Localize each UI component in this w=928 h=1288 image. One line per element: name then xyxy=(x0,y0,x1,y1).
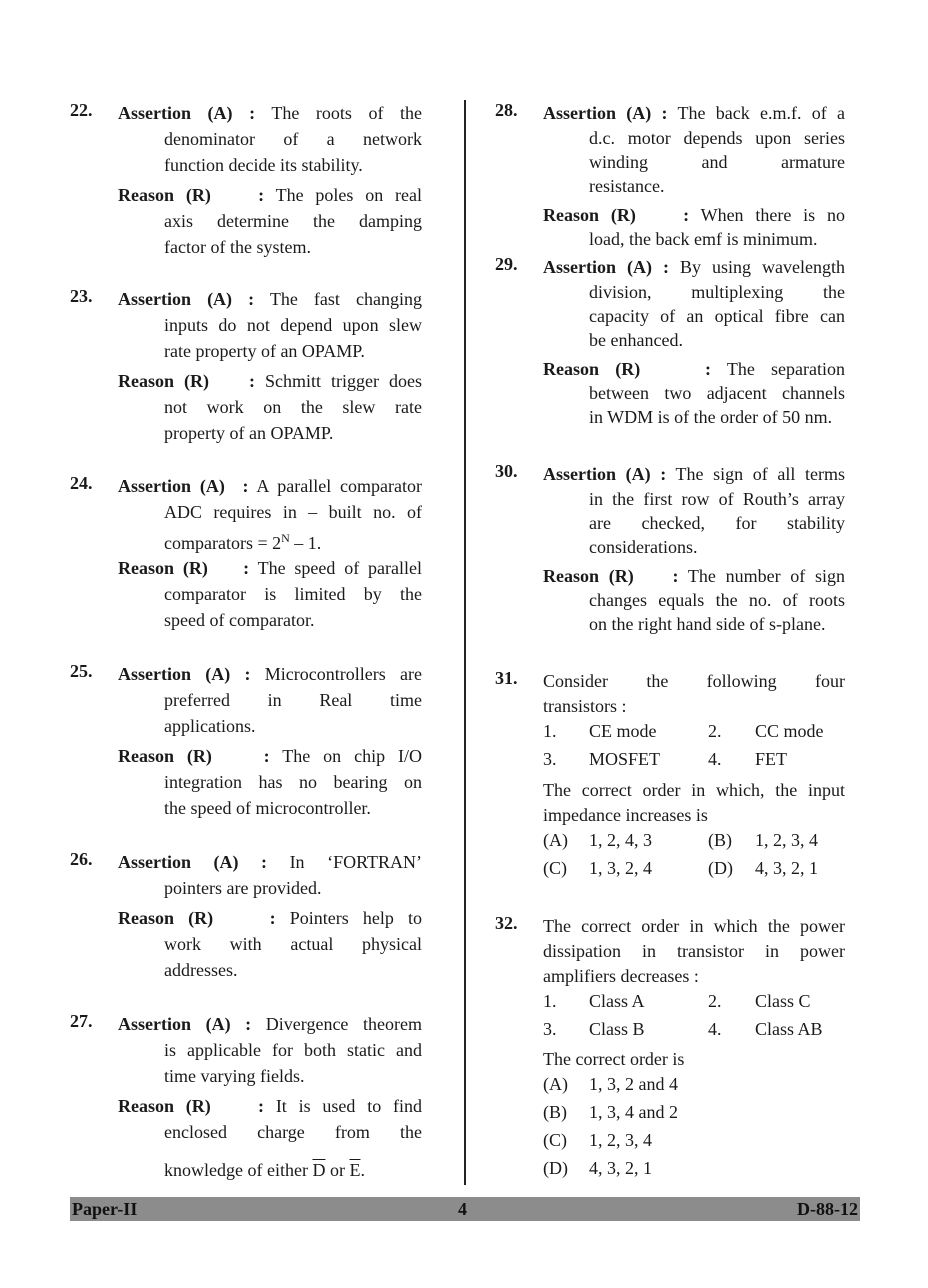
vector-d-symbol: $\overline{D}$ xyxy=(312,1160,326,1180)
reason-label: Reason (R) xyxy=(118,908,214,928)
assertion-line-4: considerations. xyxy=(589,537,698,557)
reason-line-2: enclosed charge from the xyxy=(164,1122,422,1142)
assertion-line-3 xyxy=(164,525,422,556)
assertion-line-1 xyxy=(543,100,845,126)
reason-text: . xyxy=(360,1160,365,1180)
item-text: FET xyxy=(755,749,788,769)
reason-line-2: load, the back emf is minimum. xyxy=(589,229,818,249)
reason-text: Schmitt trigger does xyxy=(265,371,423,391)
prompt-line-2: impedance increases is xyxy=(543,805,708,825)
assertion-line-1 xyxy=(118,849,422,875)
option-value: 1, 2, 3, 4 xyxy=(755,830,818,850)
footer-code: D-88-12 xyxy=(797,1199,858,1219)
option-key: (A) xyxy=(543,830,568,850)
item-number: 4. xyxy=(708,749,722,769)
question-number: 26. xyxy=(70,849,93,869)
item-text: Class B xyxy=(589,1019,645,1039)
reason-label: Reason (R) xyxy=(543,205,636,225)
reason-line-3: addresses. xyxy=(164,960,238,980)
stem-line-2: dissipation in transistor in power xyxy=(543,941,845,961)
item-number: 4. xyxy=(708,1019,722,1039)
question-number: 22. xyxy=(70,100,93,120)
assertion-text: By using wavelength xyxy=(680,257,846,277)
question-number: 32. xyxy=(495,913,518,933)
formula-tail: – 1. xyxy=(289,533,322,553)
reason-line-1 xyxy=(543,202,845,228)
option-value: 1, 3, 2, 4 xyxy=(589,858,652,878)
assertion-line-3: are checked, for stability xyxy=(589,513,845,533)
reason-line-2: between two adjacent channels xyxy=(589,383,845,403)
assertion-line-1 xyxy=(543,254,845,280)
reason-line-3: in WDM is of the order of 50 nm. xyxy=(589,407,833,427)
reason-text: The on chip I/O xyxy=(282,746,423,766)
reason-line-3: factor of the system. xyxy=(164,237,311,257)
assertion-line-3: capacity of an optical fibre can xyxy=(589,306,845,326)
item-text: MOSFET xyxy=(589,749,661,769)
item-text: Class A xyxy=(589,991,645,1011)
item-number: 1. xyxy=(543,991,557,1011)
item-text: Class AB xyxy=(755,1019,823,1039)
reason-text: or xyxy=(325,1160,350,1180)
assertion-line-1 xyxy=(118,100,422,126)
option-value: 1, 3, 2 and 4 xyxy=(589,1074,678,1094)
reason-line-3: the speed of microcontroller. xyxy=(164,798,371,818)
assertion-line-3: function decide its stability. xyxy=(164,155,363,175)
option-value: 1, 2, 3, 4 xyxy=(589,1130,652,1150)
footer-paper-label: Paper-II xyxy=(72,1199,138,1219)
assertion-line-1 xyxy=(118,1011,422,1037)
prompt-line-1: The correct order is xyxy=(543,1049,685,1069)
assertion-line-1 xyxy=(118,286,422,312)
assertion-line-1 xyxy=(118,661,422,687)
question-number: 23. xyxy=(70,286,93,306)
item-number: 2. xyxy=(708,721,722,741)
reason-line-3: on the right hand side of s-plane. xyxy=(589,614,826,634)
assertion-label: Assertion (A) : xyxy=(118,664,251,684)
reason-line-2: not work on the slew rate xyxy=(164,397,422,417)
question-number: 28. xyxy=(495,100,518,120)
assertion-line-1 xyxy=(118,473,422,499)
reason-label: Reason (R) xyxy=(543,359,641,379)
assertion-label: Assertion (A) : xyxy=(118,289,255,309)
formula-text: comparators = 2 xyxy=(164,533,282,553)
item-text: CE mode xyxy=(589,721,657,741)
reason-label: Reason (R) xyxy=(543,566,634,586)
assertion-line-2: d.c. motor depends upon series xyxy=(589,128,845,148)
option-value: 4, 3, 2, 1 xyxy=(755,858,818,878)
assertion-line-4: resistance. xyxy=(589,176,665,196)
reason-colon: : xyxy=(243,558,250,578)
reason-text: It is used to find xyxy=(275,1096,423,1116)
reason-label: Reason (R) xyxy=(118,1096,211,1116)
reason-colon: : xyxy=(704,359,711,379)
reason-line-2: comparator is limited by the xyxy=(164,584,422,604)
option-value: 1, 2, 4, 3 xyxy=(589,830,652,850)
assertion-text: Microcontrollers are xyxy=(264,664,423,684)
reason-colon: : xyxy=(269,908,276,928)
assertion-line-2: pointers are provided. xyxy=(164,878,322,898)
reason-line-1 xyxy=(543,356,845,382)
reason-line-2: axis determine the damping xyxy=(164,211,422,231)
reason-colon: : xyxy=(672,566,679,586)
item-number: 3. xyxy=(543,1019,557,1039)
question-number: 31. xyxy=(495,668,518,688)
item-text: Class C xyxy=(755,991,811,1011)
page-footer xyxy=(70,1197,860,1221)
reason-line-1 xyxy=(118,743,422,769)
column-divider xyxy=(464,100,466,1185)
reason-line-3 xyxy=(164,1157,422,1183)
reason-label: Reason (R) xyxy=(118,558,208,578)
page-number: 4 xyxy=(458,1199,467,1219)
assertion-label: Assertion (A) : xyxy=(118,103,256,123)
assertion-label: Assertion (A) xyxy=(118,476,225,496)
reason-text: The speed of parallel xyxy=(257,558,422,578)
reason-line-3: property of an OPAMP. xyxy=(164,423,334,443)
stem-line-2: transistors : xyxy=(543,696,627,716)
reason-colon: : xyxy=(683,205,690,225)
stem-line-1: Consider the following four xyxy=(543,671,845,691)
reason-text: Pointers help to xyxy=(289,908,422,928)
reason-line-2: work with actual physical xyxy=(164,934,422,954)
formula-exponent: N xyxy=(281,531,290,545)
assertion-line-2: ADC requires in – built no. of xyxy=(164,502,422,522)
reason-line-1 xyxy=(118,555,422,581)
reason-colon: : xyxy=(249,371,256,391)
assertion-label: Assertion (A) : xyxy=(543,464,667,484)
reason-line-1 xyxy=(118,182,422,208)
assertion-label: Assertion (A) : xyxy=(543,103,668,123)
reason-line-1 xyxy=(118,368,422,394)
item-text: CC mode xyxy=(755,721,824,741)
reason-text: The number of sign xyxy=(687,566,846,586)
option-key: (C) xyxy=(543,1130,567,1150)
vector-e-symbol: $\overline{E}$ xyxy=(349,1160,361,1180)
reason-text: knowledge of either xyxy=(164,1160,313,1180)
assertion-line-3: rate property of an OPAMP. xyxy=(164,341,365,361)
reason-line-1 xyxy=(118,905,422,931)
option-key: (C) xyxy=(543,858,567,878)
reason-label: Reason (R) xyxy=(118,371,209,391)
reason-line-3: speed of comparator. xyxy=(164,610,315,630)
assertion-line-2: division, multiplexing the xyxy=(589,282,845,302)
question-number: 27. xyxy=(70,1011,93,1031)
reason-line-1 xyxy=(118,1093,422,1119)
question-number: 24. xyxy=(70,473,93,493)
assertion-line-2: in the first row of Routh’s array xyxy=(589,489,845,509)
reason-label: Reason (R) xyxy=(118,746,212,766)
reason-colon: : xyxy=(258,1096,264,1116)
reason-line-1 xyxy=(543,563,845,589)
item-number: 3. xyxy=(543,749,557,769)
option-key: (B) xyxy=(543,1102,567,1122)
stem-line-3: amplifiers decreases : xyxy=(543,966,699,986)
assertion-line-3: applications. xyxy=(164,716,256,736)
reason-line-2: changes equals the no. of roots xyxy=(589,590,845,610)
reason-text: When there is no xyxy=(700,205,845,225)
option-value: 4, 3, 2, 1 xyxy=(589,1158,652,1178)
assertion-label: Assertion (A) : xyxy=(543,257,669,277)
assertion-text: Divergence theorem xyxy=(265,1014,422,1034)
item-number: 2. xyxy=(708,991,722,1011)
assertion-label: Assertion (A) : xyxy=(118,1014,252,1034)
assertion-text: A parallel comparator xyxy=(256,476,422,496)
option-key: (B) xyxy=(708,830,732,850)
assertion-line-3: winding and armature xyxy=(589,152,845,172)
reason-line-2: integration has no bearing on xyxy=(164,772,422,792)
stem-line-1: The correct order in which the power xyxy=(543,916,845,936)
item-number: 1. xyxy=(543,721,557,741)
assertion-text: The back e.m.f. of a xyxy=(677,103,845,123)
assertion-text: The sign of all terms xyxy=(675,464,846,484)
reason-colon: : xyxy=(258,185,265,205)
option-key: (D) xyxy=(543,1158,568,1178)
question-number: 30. xyxy=(495,461,518,481)
assertion-line-2: is applicable for both static and xyxy=(164,1040,422,1060)
assertion-line-2: preferred in Real time xyxy=(164,690,422,710)
assertion-colon: : xyxy=(242,476,249,496)
assertion-text: In ‘FORTRAN’ xyxy=(289,852,423,872)
assertion-line-4: be enhanced. xyxy=(589,330,683,350)
prompt-line-1: The correct order in which, the input xyxy=(543,780,845,800)
assertion-line-2: denominator of a network xyxy=(164,129,422,149)
option-key: (D) xyxy=(708,858,733,878)
reason-text: The separation xyxy=(726,359,845,379)
assertion-text: The fast changing xyxy=(269,289,422,309)
question-number: 29. xyxy=(495,254,518,274)
assertion-text: The roots of the xyxy=(271,103,423,123)
assertion-line-1 xyxy=(543,461,845,487)
question-number: 25. xyxy=(70,661,93,681)
option-key: (A) xyxy=(543,1074,568,1094)
assertion-line-2: inputs do not depend upon slew xyxy=(164,315,422,335)
reason-text: The poles on real xyxy=(275,185,423,205)
option-value: 1, 3, 4 and 2 xyxy=(589,1102,678,1122)
reason-label: Reason (R) xyxy=(118,185,211,205)
assertion-line-3: time varying fields. xyxy=(164,1066,305,1086)
reason-colon: : xyxy=(263,746,270,766)
assertion-label: Assertion (A) : xyxy=(118,852,268,872)
